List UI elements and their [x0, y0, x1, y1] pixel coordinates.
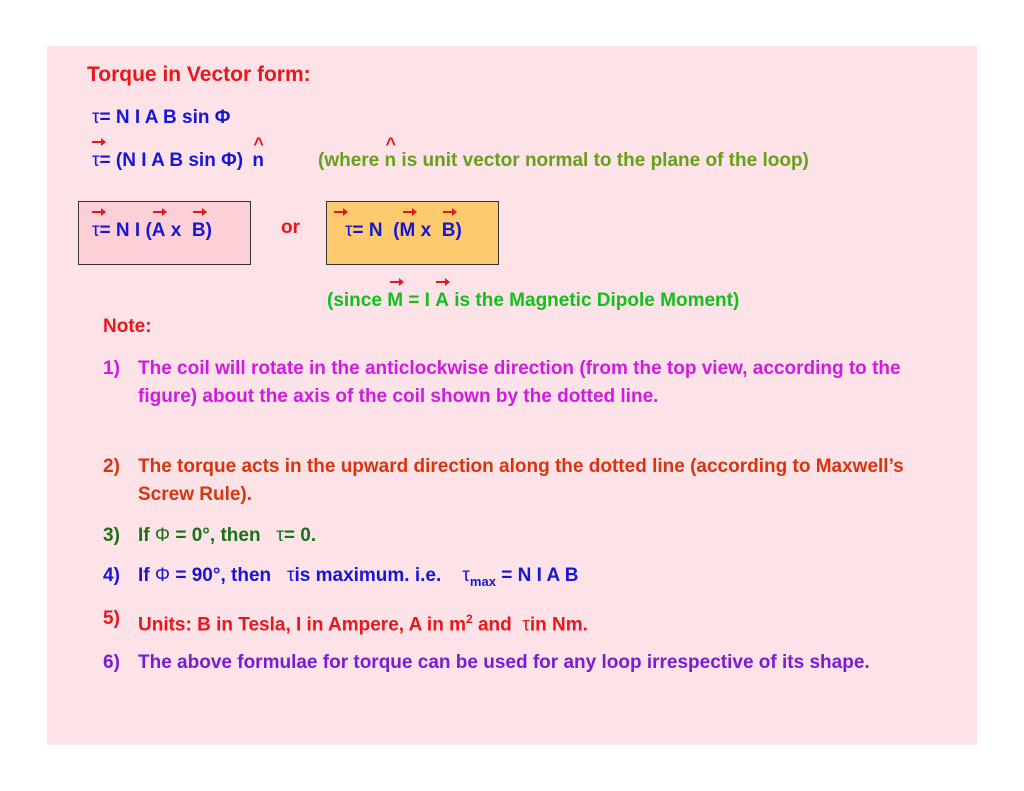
- superscript-2: 2: [465, 612, 473, 626]
- note-text: = 0.: [283, 525, 317, 546]
- tau-symbol: τ: [462, 565, 470, 586]
- note-number: 2): [103, 456, 120, 477]
- cross-symbol: x: [415, 220, 437, 241]
- unit-vector-n: n: [252, 150, 264, 171]
- phi-symbol: Φ: [154, 565, 171, 586]
- note-text: If: [138, 565, 150, 586]
- vector-arrow-icon: [334, 208, 348, 216]
- equation-text: = N (: [352, 220, 400, 241]
- unit-vector-n: n: [384, 150, 397, 171]
- vector-B: B: [191, 220, 206, 241]
- note-text: = 0°, then: [175, 525, 261, 546]
- definition-text: (since: [327, 290, 382, 311]
- slide-title: Torque in Vector form:: [87, 63, 311, 86]
- magnetic-moment-definition: [327, 290, 739, 312]
- tau-symbol: τ: [345, 220, 353, 241]
- vector-arrow-icon: [403, 208, 417, 216]
- vector-arrow-icon: [153, 208, 167, 216]
- or-label: or: [281, 217, 300, 238]
- tau-symbol: τ: [522, 614, 530, 636]
- vector-arrow-icon: [436, 278, 450, 286]
- equation-vector-torque: [92, 134, 264, 172]
- vector-arrow-icon: [443, 208, 457, 216]
- vector-arrow-icon: [92, 138, 106, 146]
- tau-symbol: τ: [286, 565, 295, 586]
- equation-text: = N I A B sin Φ: [99, 107, 231, 128]
- note-text: = 90°, then: [175, 565, 272, 586]
- vector-arrow-icon: [92, 208, 106, 216]
- equation-scalar-torque: [92, 107, 230, 129]
- note-number: 5): [103, 608, 120, 629]
- unit-vector-note: [318, 134, 809, 172]
- vector-M: M: [399, 220, 416, 241]
- cross-symbol: x: [165, 220, 187, 241]
- equation-text: ): [455, 220, 462, 241]
- phi-symbol: Φ: [154, 525, 171, 546]
- note-text: is maximum. i.e.: [294, 565, 442, 586]
- note-number: 3): [103, 525, 120, 546]
- tau-symbol: τ: [92, 220, 100, 241]
- note-number: 6): [103, 652, 120, 673]
- note-text: If: [138, 525, 150, 546]
- note-text: The coil will rotate in the anticlockwise direction (from the top view, according to the figure) about the axis of the coil shown by the dotted line.: [138, 358, 901, 407]
- note-text: (where: [318, 150, 380, 171]
- vector-A: A: [151, 220, 166, 241]
- hat-icon: ^: [253, 134, 264, 154]
- note-number: 1): [103, 358, 120, 379]
- note-text: in Nm.: [529, 614, 588, 636]
- equation-cross-moment: [345, 220, 462, 242]
- definition-text: is the Magnetic Dipole Moment): [454, 290, 740, 311]
- note-text: = N I A B: [501, 565, 579, 586]
- tau-symbol: τ: [276, 525, 284, 546]
- vector-A: A: [435, 290, 449, 311]
- hat-icon: ^: [385, 134, 397, 154]
- note-number: 4): [103, 565, 120, 586]
- equation-text: ): [205, 220, 212, 241]
- tau-symbol: τ: [92, 107, 100, 128]
- subscript-max: max: [469, 573, 496, 589]
- vector-arrow-icon: [193, 208, 207, 216]
- note-text: The torque acts in the upward direction along the dotted line (according to Maxwell’s Screw Rule).: [138, 456, 904, 505]
- equation-text: = N I (: [99, 220, 152, 241]
- equation-cross-area: [92, 220, 212, 242]
- vector-M: M: [387, 290, 404, 311]
- note-label: Note:: [103, 316, 152, 337]
- note-text: The above formulae for torque can be used for any loop irrespective of its shape.: [138, 652, 870, 673]
- note-text: and: [477, 614, 512, 636]
- note-text: Units: B in Tesla, I in Ampere, A in m: [138, 614, 466, 636]
- equation-text: = (N I A B sin Φ): [99, 150, 244, 171]
- definition-text: = I: [408, 290, 430, 311]
- tau-symbol: τ: [92, 150, 100, 171]
- vector-B: B: [441, 220, 456, 241]
- vector-arrow-icon: [390, 278, 404, 286]
- note-text: is unit vector normal to the plane of the loop): [401, 150, 809, 171]
